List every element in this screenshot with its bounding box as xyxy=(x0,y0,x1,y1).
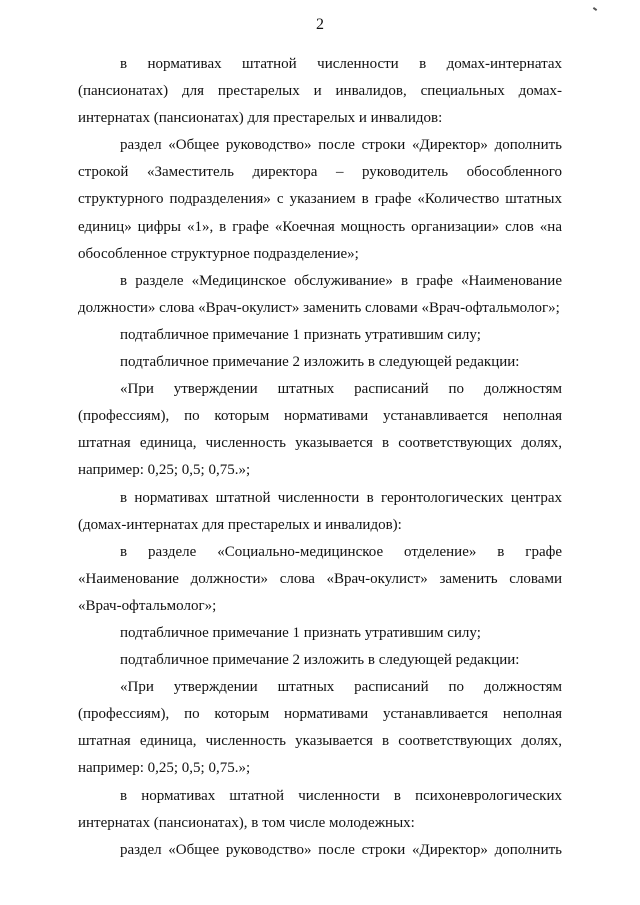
paragraph-12: в нормативах штатной численности в психоневрологических интернатах (пансионатах), в том числе молодежных: xyxy=(78,787,562,831)
page-number: 2 xyxy=(316,16,324,33)
scan-mark xyxy=(593,7,597,11)
paragraph-5: подтабличное примечание 2 изложить в следующей редакции: xyxy=(120,354,520,371)
paragraph-13: раздел «Общее руководство» после строки «Директор» дополнить xyxy=(120,841,562,858)
document-body xyxy=(78,51,562,864)
paragraph-4: подтабличное примечание 1 признать утратившим силу; xyxy=(120,326,481,343)
paragraph-8: в разделе «Социально-медицинское отделение» в графе «Наименование должности» слова «Врач-окулист» заменить словами «Врач-офтальмолог»; xyxy=(78,543,562,614)
paragraph-6: «При утверждении штатных расписаний по должностям (профессиям), по которым нормативами устанавливается неполная штатная единица, численность указывается в соответствующих долях, например: 0,25; 0,5; 0,75.»; xyxy=(78,381,562,479)
paragraph-11: «При утверждении штатных расписаний по должностям (профессиям), по которым нормативами устанавливается неполная штатная единица, численность указывается в соответствующих долях, например: 0,25; 0,5; 0,75.»; xyxy=(78,679,562,777)
paragraph-9: подтабличное примечание 1 признать утратившим силу; xyxy=(120,624,481,641)
paragraph-1: в нормативах штатной численности в домах-интернатах (пансионатах) для престарелых и инвалидов, специальных домах-интернатах (пансионатах) для престарелых и инвалидов: xyxy=(78,56,562,127)
paragraph-10: подтабличное примечание 2 изложить в следующей редакции: xyxy=(120,652,520,669)
paragraph-2: раздел «Общее руководство» после строки «Директор» дополнить строкой «Заместитель директора – руководитель обособленного структурного подразделения» с указанием в графе «Количество штатных единиц» цифры «1», в графе «Коечная мощность организации» слов «на обособленное структурное подразделение»; xyxy=(78,137,562,262)
paragraph-3: в разделе «Медицинское обслуживание» в графе «Наименование должности» слова «Врач-окулист» заменить словами «Врач-офтальмолог»; xyxy=(78,272,562,316)
paragraph-7: в нормативах штатной численности в геронтологических центрах (домах-интернатах для престарелых и инвалидов): xyxy=(78,489,562,533)
